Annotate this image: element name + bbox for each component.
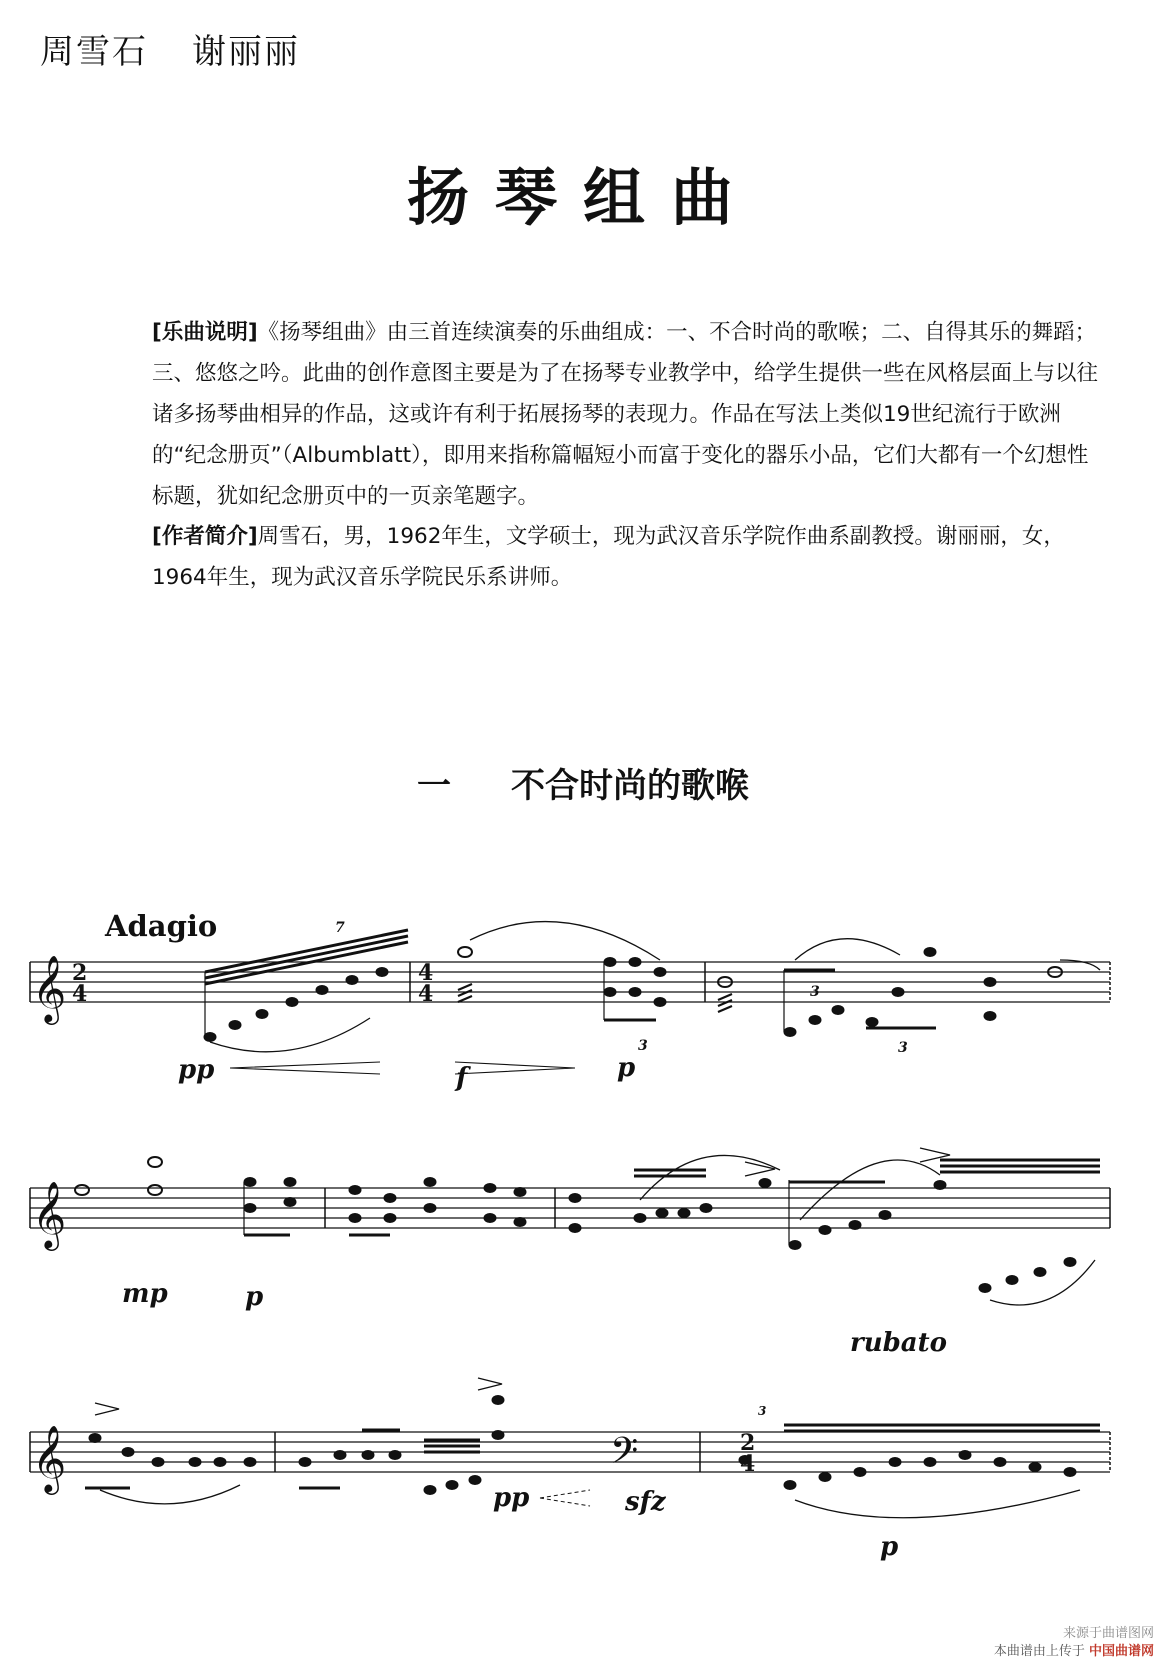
treble-clef-1: 𝄞 [32,954,67,1022]
dynamic-mp: mp [122,1279,168,1309]
crescendo-2 [540,1490,590,1506]
description-label: [乐曲说明] [152,320,258,345]
dynamic-sfz: sfz [625,1487,666,1517]
author-intro-text: 周雪石，男，1962年生，文学硕士，现为武汉音乐学院作曲系副教授。谢丽丽，女，1964年生，现为武汉音乐学院民乐系讲师。 [152,524,1065,590]
decrescendo [455,1062,575,1074]
dynamic-p-3: p [880,1532,899,1562]
author-introduction [152,516,1098,598]
author-names [40,24,300,73]
tuplet-3-a: 3 [638,1038,648,1054]
time-sig-3-top: 2 [740,1430,756,1456]
time-sig-2-bottom: 4 [418,981,434,1007]
footer-source: 来源于曲谱图网 [1062,1626,1154,1641]
author-2: 谢丽丽 [192,32,300,72]
treble-clef-2: 𝄞 [32,1180,67,1248]
treble-clef-3: 𝄞 [32,1424,67,1492]
section-heading [0,758,1166,807]
section-title: 不合时尚的歌喉 [511,766,749,806]
time-sig-3-bottom: 4 [740,1451,756,1477]
tuplet-3-c: 3 [898,1040,908,1056]
footer-site: 中国曲谱网 [1088,1644,1154,1659]
time-sig-1-top: 2 [72,960,88,986]
dynamic-f: f [456,1063,468,1093]
tuplet-3-b: 3 [810,984,820,1000]
time-sig-1-bottom: 4 [72,981,88,1007]
description-text: 《扬琴组曲》由三首连续演奏的乐曲组成：一、不合时尚的歌喉；二、自得其乐的舞蹈；三、悠悠之吟。此曲的创作意图主要是为了在扬琴专业教学中，给学生提供一些在风格层面上与以往诸多扬琴曲相异的作品，这或许有利于拓展扬琴的表现力。作品在写法上类似19世纪流行于欧洲的“纪念册页”（Albumblatt），即用来指称篇幅短小而富于变化的器乐小品，它们大都有一个幻想性标题，犹如纪念册页中的一页亲笔题字。 [152,320,1099,509]
dynamic-p-2: p [245,1282,264,1312]
music-score [0,900,1166,1600]
time-sig-2-top: 4 [418,960,434,986]
author-intro-label: [作者简介] [152,524,258,549]
page-title: 扬琴组曲 [406,161,759,234]
staff-system-3 [30,1378,1110,1518]
piece-description [152,312,1098,517]
tuplet-7: 7 [335,920,345,936]
dynamic-pp-2: pp [493,1483,530,1513]
tuplet-3-d: 3 [758,1404,767,1418]
crescendo [230,1062,380,1074]
staff-system-2 [30,1148,1110,1305]
dynamic-pp: pp [178,1055,215,1085]
bass-clef: 𝄢 [610,1430,639,1481]
footer-upload: 本曲谱由上传于 [993,1644,1085,1659]
section-number: 一 [417,766,451,806]
dynamic-p: p [617,1053,636,1083]
tempo-marking: Adagio [105,909,218,943]
author-1: 周雪石 [40,32,148,72]
expression-rubato: rubato [850,1328,947,1358]
page-footer [994,1625,1154,1661]
